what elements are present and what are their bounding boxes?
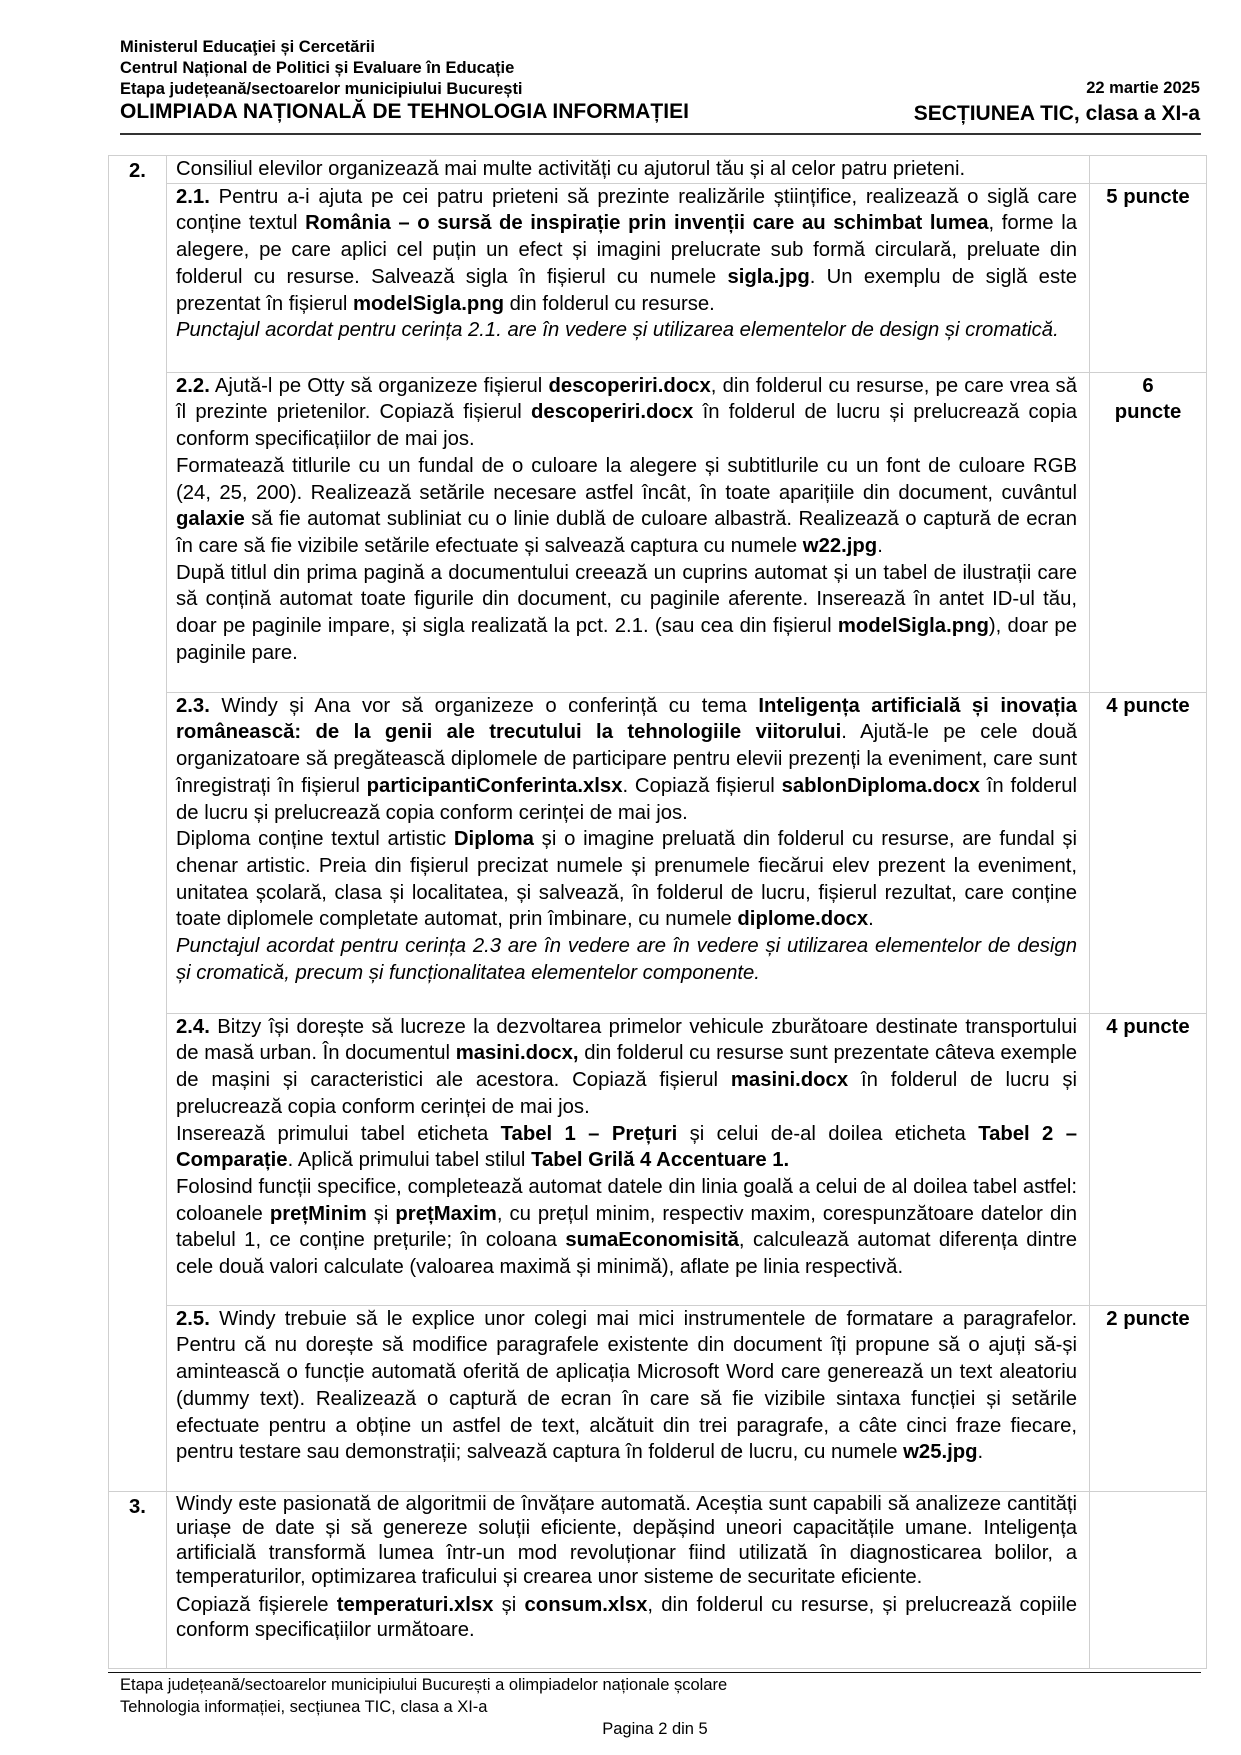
- text-run: , din folderul cu resurse, pe care vrea să îl prezinte prietenilor. Copiază fișierul: [176, 374, 1077, 424]
- task-row: [109, 372, 1207, 692]
- text-run: Pentru a-i ajuta pe cei patru prieteni să prezinte realizările științifice, realizează o siglă care conține textul: [176, 185, 1077, 235]
- bold-text: descoperiri.docx: [548, 374, 711, 397]
- text-run: , calculează automat diferența dintre cele două valori calculate (valoarea maximă și minimă), aflate pe linia respectivă.: [176, 1229, 1078, 1279]
- bold-text: masini.docx,: [455, 1042, 579, 1065]
- text-run: Ajută-l pe Otty să organizeze fișierul: [209, 374, 549, 397]
- bold-text: 2.1.: [176, 185, 210, 208]
- center-name: Centrul Național de Politici și Evaluare în Educație: [120, 59, 515, 77]
- text-run: și o imagine preluată din folderul cu resurse, are fundal și chenar artistic. Preia din fișierul precizat numele și prenumele fiecărui elev prezent la eveniment, unitatea școlară, clasa și localitatea, și salvează, în folderul de lucru, fișierul rezultat, care conține toate diplomele completate automat, prin îmbinare, cu numele: [176, 828, 1077, 931]
- bold-text: prețMaxim: [395, 1202, 497, 1225]
- text-run: Copiază fișierele: [176, 1594, 337, 1617]
- points-cell: [1090, 1305, 1207, 1491]
- text-run: în folderul de lucru și prelucrează copia conform cerinței de mai jos.: [176, 774, 1078, 824]
- text-run: . Un exemplu de siglă este prezentat în fișierul: [176, 265, 1078, 315]
- text-run: Windy trebuie să le explice unor colegi mai mici instrumentele de formatare a paragrafelor. Pentru că nu dorește să modifice paragrafele existente din document îți propune să o ajuți să-și amintească o funcție automată oferită de aplicația Microsoft Word care generează un text aleatoriu (dummy text). Realizează o captură de ecran în care să fie vizibile sintaxa funcției și setările efectuate pentru a obține un astfel de text, alcătuit din trei paragrafe, a câte cinci fraze fiecare, pentru testare sau demonstrații; salvează captura în folderul de lucru, cu numele: [176, 1307, 1077, 1464]
- task-paragraph: [176, 1121, 1077, 1174]
- task-row: [109, 1491, 1207, 1668]
- bold-text: România – o sursă de inspirație prin invenții care au schimbat lumea: [305, 212, 989, 235]
- text-run: din folderul cu resurse.: [504, 292, 715, 315]
- task-row: [109, 183, 1207, 372]
- task-text: [167, 1013, 1090, 1305]
- task-paragraph: [176, 453, 1077, 560]
- points-cell: [1090, 372, 1207, 692]
- bold-text: Diploma: [453, 828, 534, 851]
- bold-text: temperaturi.xlsx: [336, 1594, 494, 1617]
- task-row: [109, 1305, 1207, 1491]
- task-paragraph: [176, 693, 1077, 827]
- exam-date: 22 martie 2025: [1086, 79, 1200, 97]
- points-cell: [1090, 183, 1207, 372]
- text-run: din folderul cu resurse sunt prezentate câteva exemple de mașini și caracteristici ale acestora. Copiază fișierul: [176, 1042, 1078, 1092]
- task-paragraph: [176, 1306, 1077, 1466]
- ministry-name: Ministerul Educaţiei și Cercetării: [120, 38, 375, 56]
- text-run: , din folderul cu resurse, și prelucrează copiile conform specificațiilor următoare.: [176, 1594, 1077, 1641]
- text-run: . Copiază fișierul: [622, 774, 782, 797]
- bold-text: 2.2.: [176, 374, 210, 397]
- points-label: 4 puncte: [1106, 1015, 1190, 1038]
- text-run: Consiliul elevilor organizează mai multe activități cu ajutorul tău și al celor patru prieteni.: [176, 158, 966, 180]
- bold-text: 2.4.: [176, 1015, 210, 1038]
- task-paragraph: [176, 1174, 1077, 1281]
- tasks-table: [108, 155, 1207, 1669]
- task-text: [167, 1491, 1090, 1668]
- bold-text: galaxie: [176, 508, 245, 531]
- task-paragraph: [176, 933, 1077, 986]
- footer-divider: [108, 1672, 1201, 1673]
- task-text: [167, 372, 1090, 692]
- text-run: .: [877, 534, 883, 557]
- bold-text: modelSigla.png: [353, 292, 504, 315]
- text-run: , forme la alegere, pe care aplici cel puțin un efect și imagini prelucrate sub formă circulară, preluate din folderul cu resurse. Salvează sigla în fișierul cu numele: [176, 212, 1077, 288]
- bold-text: Tabel 2 – Comparație: [176, 1122, 1078, 1172]
- text-run: . Aplică primului tabel stilul: [287, 1149, 532, 1172]
- italic-note: Punctajul acordat pentru cerința 2.1. are în vedere și utilizarea elementelor de design și cromatică.: [176, 319, 1059, 342]
- bold-text: sablonDiploma.docx: [781, 774, 980, 797]
- points-label: 6 puncte: [1114, 374, 1182, 424]
- text-run: să fie automat subliniat cu o linie dublă de culoare albastră. Realizează o captură de ecran în care să fie vizibile setările efectuate și salvează captura cu numele: [176, 508, 1077, 557]
- olympiad-title: OLIMPIADA NAȚIONALĂ DE TEHNOLOGIA INFORMAȚIEI: [120, 100, 689, 123]
- task-paragraph: [176, 1014, 1077, 1121]
- points-label: 4 puncte: [1106, 694, 1190, 717]
- text-run: Bitzy își dorește să lucreze la dezvoltarea primelor vehicule zburătoare destinate transportului de masă urban. În documentul: [176, 1015, 1077, 1065]
- task-paragraph: [176, 373, 1077, 453]
- bold-text: sumaEconomisită: [565, 1229, 739, 1252]
- bold-text: consum.xlsx: [524, 1594, 648, 1617]
- bold-text: w25.jpg: [903, 1441, 978, 1464]
- stage-name: Etapa județeană/sectoarelor municipiului București: [120, 80, 523, 98]
- task-paragraph: [176, 826, 1077, 933]
- task-number: 2.: [109, 156, 167, 1492]
- text-run: Folosind funcții specifice, completează automat datele din linia goală a celui de al doilea tabel astfel: coloanele: [176, 1175, 1077, 1225]
- bold-text: diplome.docx: [737, 908, 869, 931]
- bold-text: Inteligența artificială și inovația românească: de la genii ale trecutului la tehnologiile viitorului: [176, 694, 1077, 744]
- bold-text: 2.5.: [176, 1307, 210, 1330]
- text-run: și celui de-al doilea eticheta: [677, 1122, 979, 1145]
- text-run: Windy și Ana vor să organizeze o conferință cu tema: [209, 694, 759, 717]
- bold-text: sigla.jpg: [727, 265, 810, 288]
- bold-text: prețMinim: [269, 1202, 367, 1225]
- task-text: [167, 692, 1090, 1013]
- points-label: 5 puncte: [1106, 185, 1190, 208]
- points-cell: [1090, 1013, 1207, 1305]
- text-run: Formatează titlurile cu un fundal de o culoare la alegere și subtitlurile cu un font de culoare RGB (24, 25, 200). Realizează setările necesare astfel încât, în toate aparițiile din document, cuvântul: [176, 454, 1077, 504]
- task-text: [167, 1305, 1090, 1491]
- task-number: 3.: [109, 1491, 167, 1668]
- bold-text: Tabel 1 – Prețuri: [500, 1122, 678, 1145]
- task-paragraph: [176, 317, 1077, 344]
- text-run: După titlul din prima pagină a documentului creează un cuprins automat și un tabel de ilustrații care să conțină automat toate figurile din document, cu paginile aferente. Inserează în antet ID-ul tău, doar pe paginile impare, și sigla realizată la pct. 2.1. (sau cea din fișierul: [176, 561, 1077, 638]
- text-run: Inserează primului tabel eticheta: [176, 1122, 501, 1145]
- bold-text: masini.docx: [730, 1069, 849, 1092]
- points-label: 2 puncte: [1106, 1307, 1190, 1330]
- bold-text: participantiConferinta.xlsx: [366, 774, 623, 797]
- text-run: Windy este pasionată de algoritmii de învățare automată. Aceștia sunt capabili să analizeze cantități uriașe de date și să genereze soluții eficiente, depășind uneori capacitățile umane. Inteligența artificială transformă lumea într-un mod revoluționar fiind utilizată în diagnosticarea bolilor, a temperaturilor, optimizarea traficului și crearea unor sisteme de securitate eficiente.: [176, 1492, 1077, 1588]
- bold-text: modelSigla.png: [837, 615, 989, 638]
- footer-stage: Etapa județeană/sectoarelor municipiului București a olimpiadelor naționale școlare: [120, 1676, 728, 1694]
- bold-text: w22.jpg: [802, 534, 878, 557]
- page-number: Pagina 2 din 5: [602, 1720, 708, 1738]
- bold-text: 2.3.: [176, 694, 210, 717]
- text-run: .: [868, 908, 874, 931]
- task-text: [167, 156, 1090, 184]
- task-paragraph: [176, 1593, 1077, 1642]
- header-divider: [120, 133, 1201, 135]
- text-run: , cu prețul minim, respectiv maxim, corespunzătoare datelor din tabelul 1, ce conține prețurile; în coloana: [176, 1202, 1078, 1252]
- task-paragraph: [176, 560, 1077, 667]
- task-paragraph: [176, 156, 1077, 183]
- task-paragraph: [176, 184, 1077, 318]
- text-run: . Ajută-le pe cele două organizatoare să pregătească diplomele de participare pentru elevii prezenți la eveniment, care sunt înregistrați în fișierul: [176, 721, 1077, 797]
- text-run: .: [977, 1441, 984, 1464]
- task-paragraph: [176, 1492, 1077, 1590]
- task-header-row: [109, 156, 1207, 184]
- text-run: în folderul de lucru și prelucrează copia conform cerinței de mai jos.: [176, 1069, 1077, 1118]
- italic-note: Punctajul acordat pentru cerința 2.3 are în vedere are în vedere și utilizarea elementelor de design și cromatică, precum și funcționalitatea elementelor componente.: [176, 935, 1077, 984]
- task-text: [167, 183, 1090, 372]
- text-run: și: [493, 1594, 525, 1617]
- points-cell: [1090, 156, 1207, 184]
- points-cell: [1090, 1491, 1207, 1668]
- task-row: [109, 1013, 1207, 1305]
- points-cell: [1090, 692, 1207, 1013]
- text-run: Diploma conține textul artistic: [176, 828, 454, 851]
- bold-text: Tabel Grilă 4 Accentuare 1.: [531, 1149, 790, 1172]
- text-run: și: [366, 1202, 396, 1225]
- footer-subject: Tehnologia informației, secțiunea TIC, clasa a XI-a: [120, 1698, 488, 1716]
- bold-text: descoperiri.docx: [531, 401, 694, 424]
- task-row: [109, 692, 1207, 1013]
- text-run: ), doar pe paginile pare.: [176, 615, 1077, 664]
- section-label: SECȚIUNEA TIC, clasa a XI-a: [913, 102, 1200, 125]
- text-run: în folderul de lucru și prelucrează copia conform specificațiilor de mai jos.: [176, 401, 1077, 451]
